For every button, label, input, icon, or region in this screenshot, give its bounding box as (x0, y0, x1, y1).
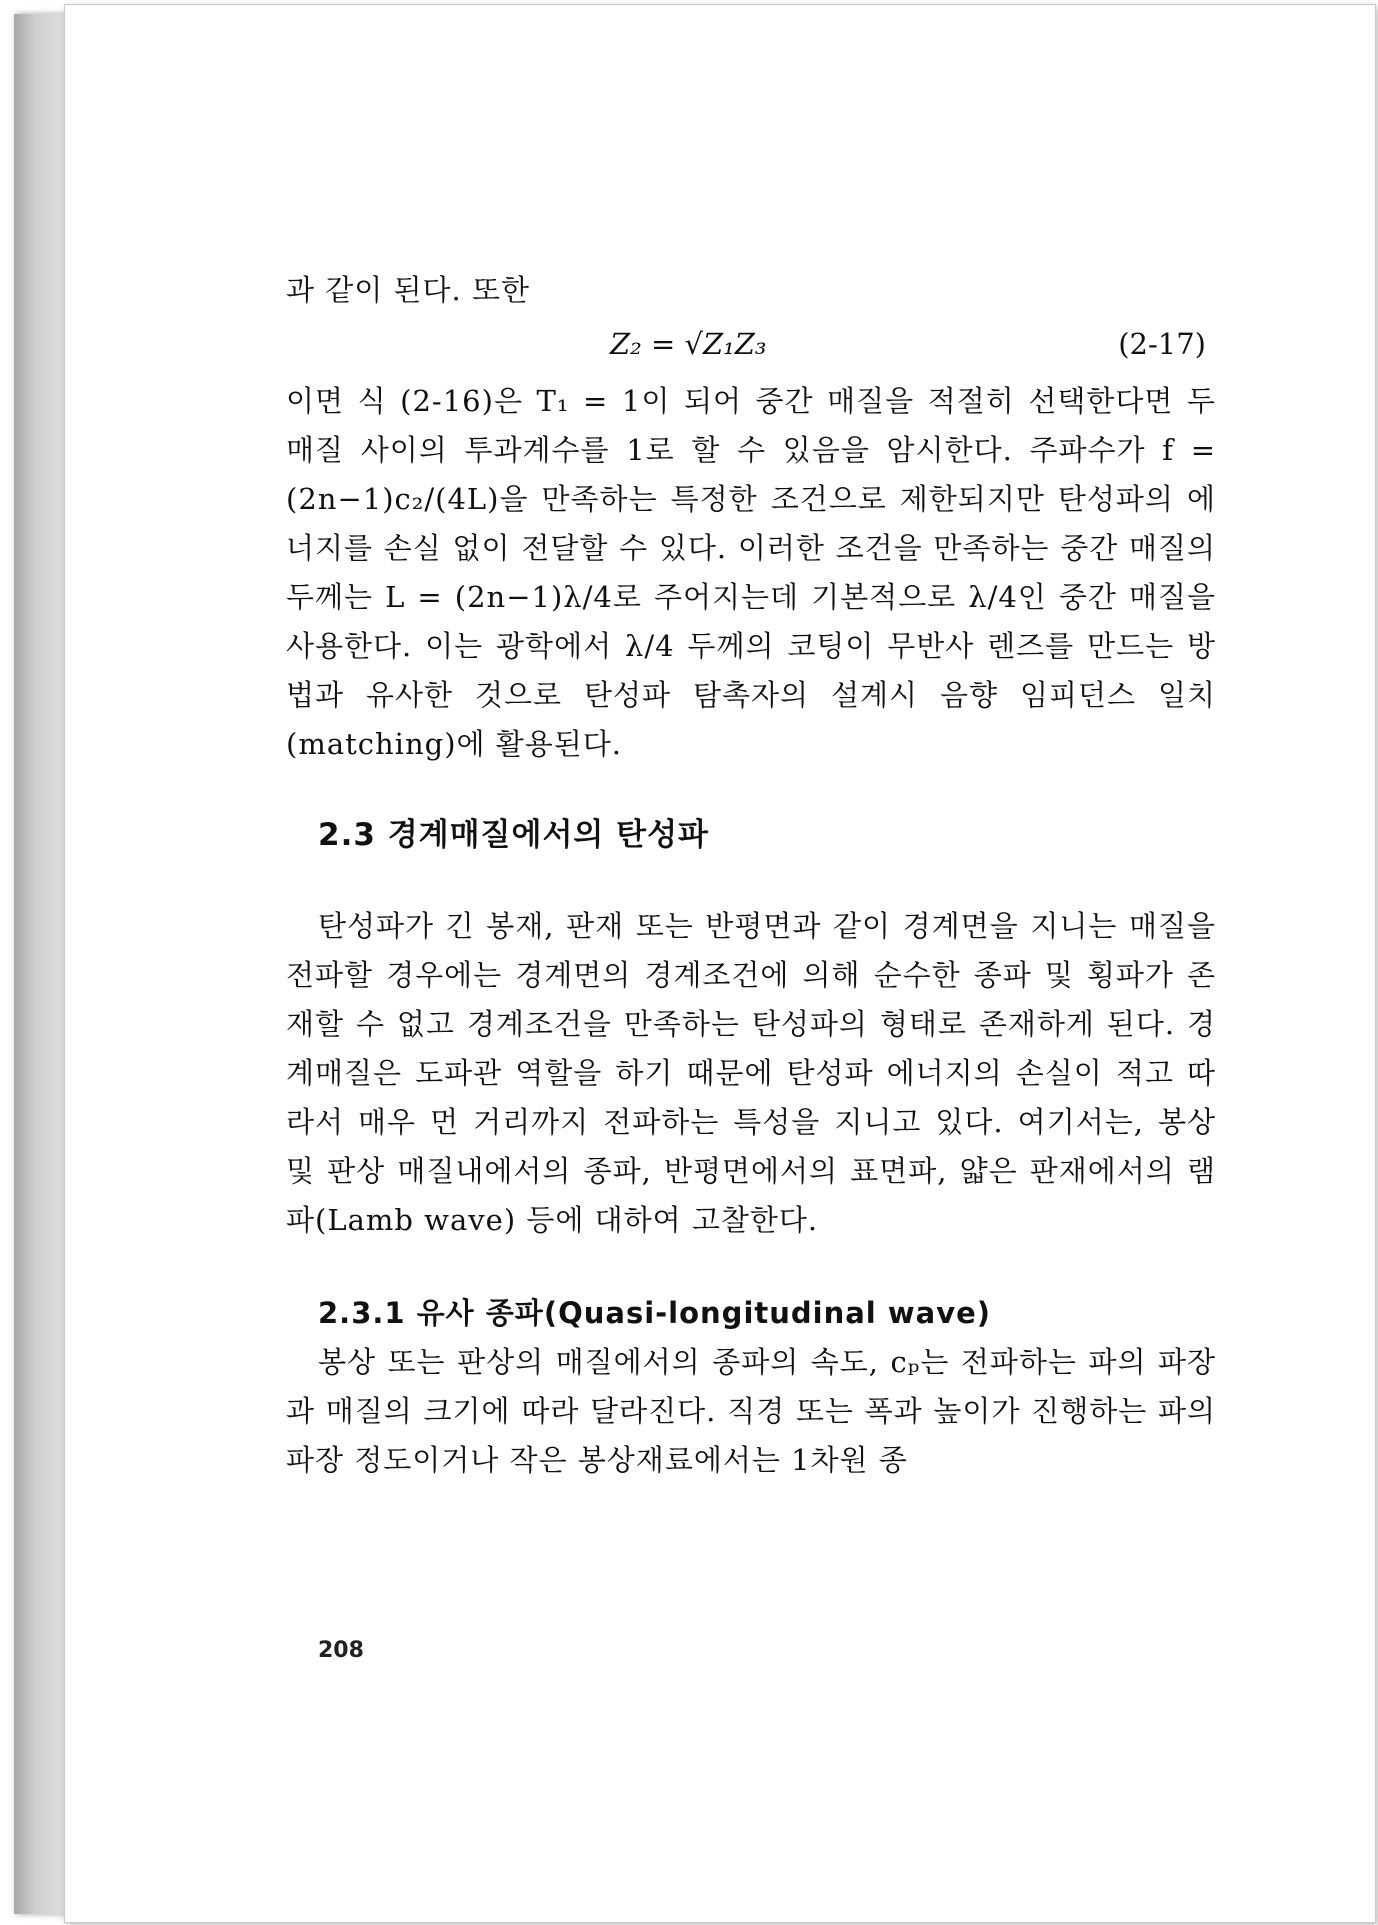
paragraph-transmission: 이면 식 (2-16)은 T₁ = 1이 되어 중간 매질을 적절히 선택한다면 두 매질 사이의 투과계수를 1로 할 수 있음을 암시한다. 주파수가 f = (2n−1)c₂/(4L)을 만족하는 특정한 조건으로 제한되지만 탄성파의 에너지를 손실 없이 전달할 수 있다. 이러한 조건을 만족하는 중간 매질의 두께는 L = (2n−1)λ/4로 주어지는데 기본적으로 λ/4인 중간 매질을 사용한다. 이는 광학에서 λ/4 두께의 코팅이 무반사 렌즈를 만드는 방법과 유사한 것으로 탄성파 탐촉자의 설계시 음향 임피던스 일치(matching)에 활용된다. (286, 384, 1216, 761)
section-heading: 2.3 경계매질에서의 탄성파 (318, 817, 709, 853)
page-number: 208 (318, 1638, 364, 1663)
paragraph-bounded-media: 탄성파가 긴 봉재, 판재 또는 반평면과 같이 경계면을 지니는 매질을 전파할 경우에는 경계면의 경계조건에 의해 순수한 종파 및 횡파가 존재할 수 없고 경계조건을 만족하는 탄성파의 형태로 존재하게 된다. 경계매질은 도파관 역할을 하기 때문에 탄성파 에너지의 손실이 적고 따라서 매우 먼 거리까지 전파하는 특성을 지니고 있다. 여기서는, 봉상 및 판상 매질내에서의 종파, 반평면에서의 표면파, 얇은 판재에서의 램파(Lamb wave) 등에 대하여 고찰한다. (286, 909, 1216, 1237)
page-content (286, 266, 1216, 1485)
subsection-heading: 2.3.1 유사 종파(Quasi-longitudinal wave) (318, 1296, 992, 1330)
intro-line: 과 같이 된다. 또한 (286, 273, 530, 307)
paragraph-quasi-longitudinal: 봉상 또는 판상의 매질에서의 종파의 속도, cₚ는 전파하는 파의 파장과 매질의 크기에 따라 달라진다. 직경 또는 폭과 높이가 진행하는 파의 파장 정도이거나 작은 봉상재료에서는 1차원 종 (286, 1345, 1216, 1477)
equation: Z₂ = √Z₁Z₃ (610, 327, 767, 361)
book-spine (14, 14, 70, 1914)
equation-number: (2-17) (1118, 327, 1206, 361)
equation-row (286, 319, 1216, 371)
